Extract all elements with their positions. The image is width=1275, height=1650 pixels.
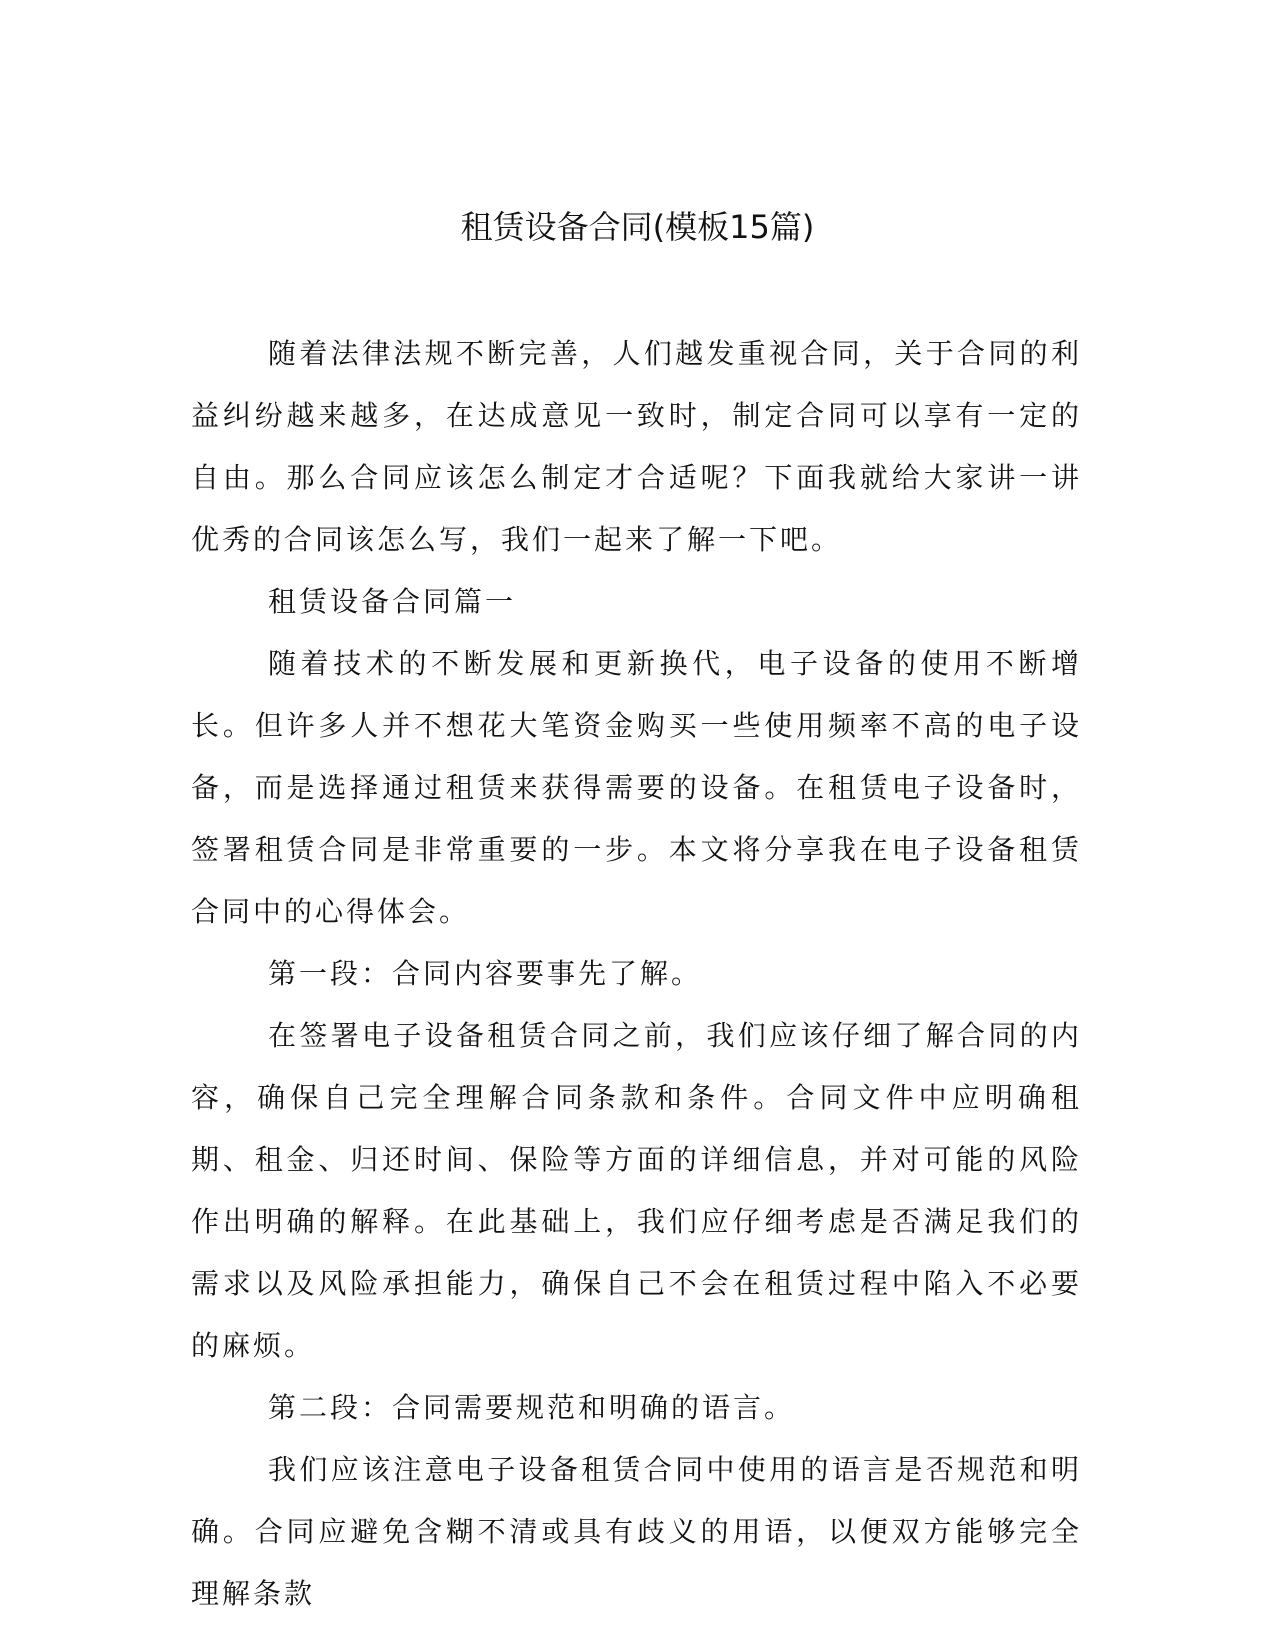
- section-heading: 租赁设备合同篇一: [268, 585, 517, 618]
- body-paragraph: 在签署电子设备租赁合同之前，我们应该仔细了解合同的内容，确保自己完全理解合同条款和条件。合同文件中应明确租期、租金、归还时间、保险等方面的详细信息，并对可能的风险作出明确的解释。在此基础上，我们应仔细考虑是否满足我们的需求以及风险承担能力，确保自己不会在租赁过程中陷入不必要的麻烦。: [191, 1019, 1082, 1362]
- body-paragraph: 我们应该注意电子设备租赁合同中使用的语言是否规范和明确。合同应避免含糊不清或具有歧义的用语，以便双方能够完全理解条款: [191, 1453, 1082, 1610]
- subsection-heading: 第一段：合同内容要事先了解。: [268, 957, 703, 990]
- document-body: [191, 323, 1082, 1625]
- body-paragraph: 随着技术的不断发展和更新换代，电子设备的使用不断增长。但许多人并不想花大笔资金购买一些使用频率不高的电子设备，而是选择通过租赁来获得需要的设备。在租赁电子设备时，签署租赁合同是非常重要的一步。本文将分享我在电子设备租赁合同中的心得体会。: [191, 647, 1082, 928]
- subsection-heading: 第二段：合同需要规范和明确的语言。: [268, 1391, 796, 1424]
- intro-paragraph: 随着法律法规不断完善，人们越发重视合同，关于合同的利益纠纷越来越多，在达成意见一致时，制定合同可以享有一定的自由。那么合同应该怎么制定才合适呢？下面我就给大家讲一讲优秀的合同该怎么写，我们一起来了解一下吧。: [191, 337, 1082, 556]
- document-title: 租赁设备合同(模板15篇): [460, 208, 815, 246]
